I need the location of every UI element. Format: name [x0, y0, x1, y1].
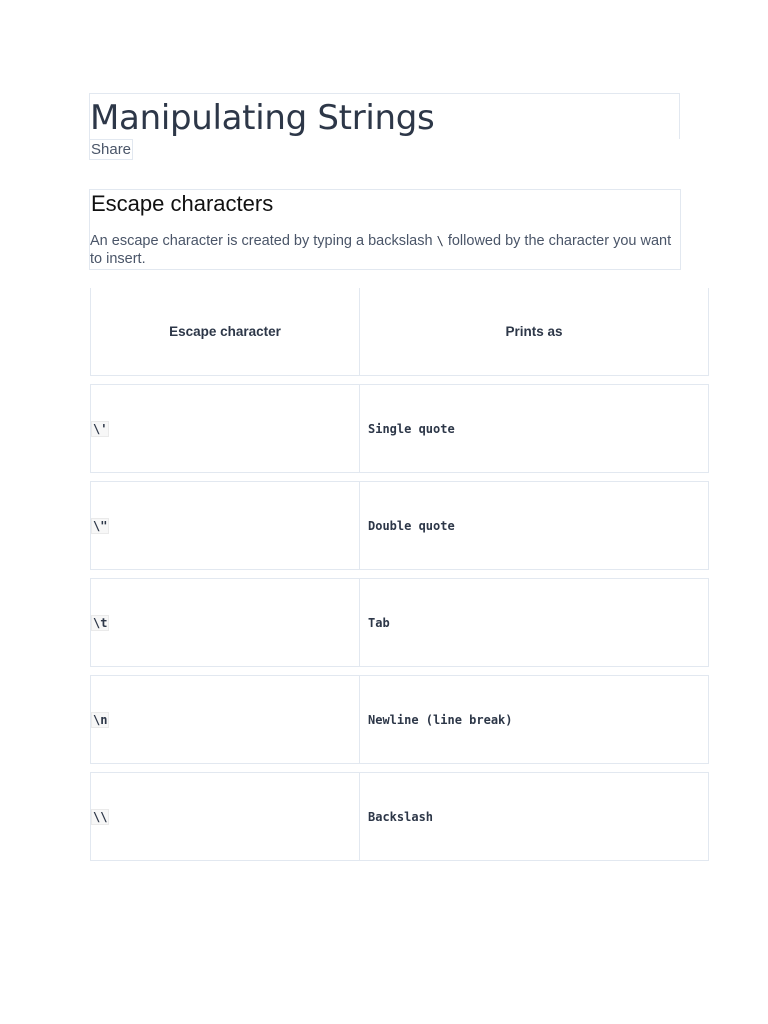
section-description-text-start: An escape character is created by typing a backslash: [90, 233, 437, 249]
escape-code-cell: [91, 579, 360, 667]
row-gap: [91, 473, 709, 482]
prints-as-cell: Double quote: [360, 482, 709, 570]
escape-code: \t: [93, 615, 108, 630]
row-gap: [91, 667, 709, 676]
page-title: Manipulating Strings: [90, 98, 435, 138]
escape-code-cell: [91, 676, 360, 764]
prints-as-cell: Newline (line break): [360, 676, 709, 764]
row-gap: [91, 570, 709, 579]
table-header-row: [91, 288, 709, 376]
prints-as-cell: Backslash: [360, 773, 709, 861]
prints-as-cell: Single quote: [360, 385, 709, 473]
table-row: [91, 482, 709, 570]
table-row: [91, 385, 709, 473]
escape-code: \\: [93, 809, 108, 824]
escape-code: \n: [93, 712, 108, 727]
escape-code: \': [93, 421, 108, 436]
table-row: [91, 773, 709, 861]
section-description-text-end: followed by the character you want to insert.: [90, 233, 672, 267]
table-row: [91, 676, 709, 764]
header-escape-character: Escape character: [91, 288, 360, 376]
row-gap: [91, 764, 709, 773]
share-link[interactable]: Share: [91, 141, 132, 158]
escape-code-cell: [91, 773, 360, 861]
backslash-code: \: [436, 234, 444, 248]
header-prints-as: Prints as: [360, 288, 709, 376]
escape-code-cell: [91, 385, 360, 473]
table-row: [91, 579, 709, 667]
row-gap: [91, 376, 709, 385]
section-heading: Escape characters: [91, 191, 274, 216]
prints-as-cell: Tab: [360, 579, 709, 667]
escape-characters-table: [90, 288, 709, 861]
section-description: [90, 232, 675, 268]
escape-code: \": [93, 518, 108, 533]
escape-code-cell: [91, 482, 360, 570]
